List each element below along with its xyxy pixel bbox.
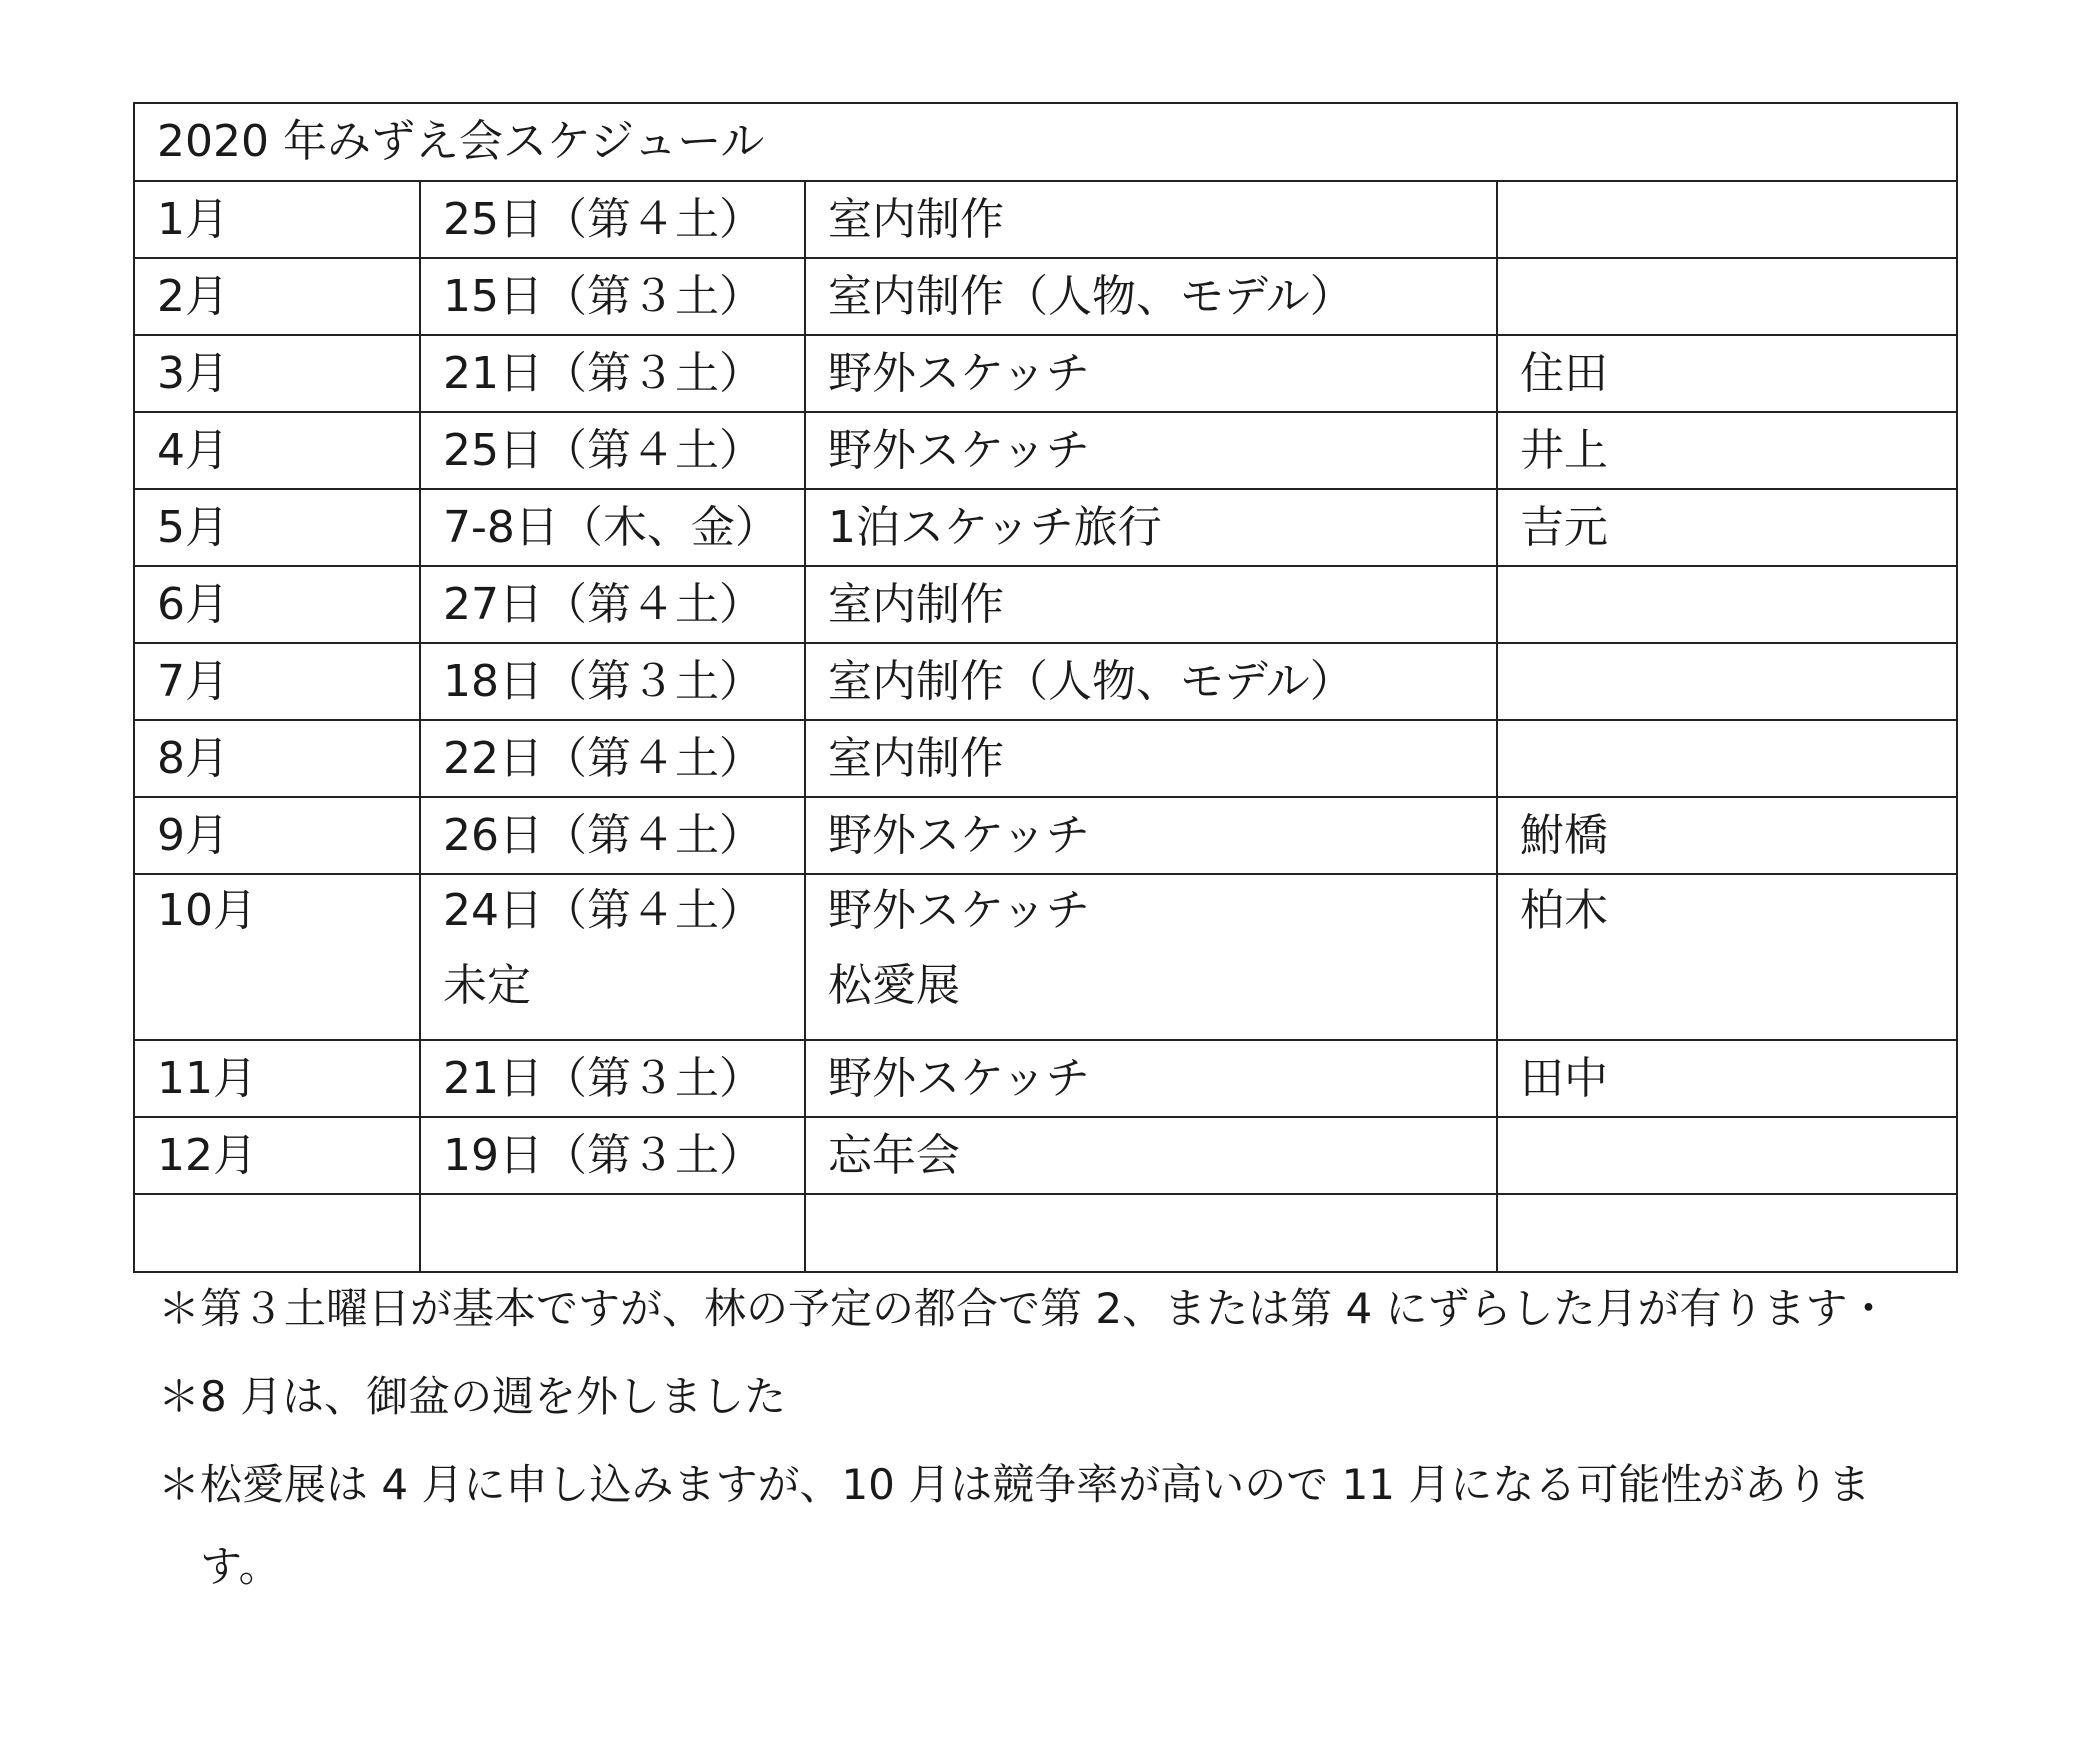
date-cell: 21日（第３土） xyxy=(420,335,805,412)
activity-cell: 1泊スケッチ旅行 xyxy=(805,489,1497,566)
table-row xyxy=(134,335,1957,412)
month-cell: 5月 xyxy=(134,489,420,566)
person-cell: 吉元 xyxy=(1497,489,1957,566)
person-cell xyxy=(1497,643,1957,720)
month-cell: 6月 xyxy=(134,566,420,643)
person-cell xyxy=(1497,874,1957,1040)
date-cell: 25日（第４土） xyxy=(420,181,805,258)
activity-cell: 忘年会 xyxy=(805,1117,1497,1194)
activity-cell: 野外スケッチ xyxy=(805,335,1497,412)
person-cell xyxy=(1497,181,1957,258)
table-row xyxy=(134,797,1957,874)
note-text: 第３土曜日が基本ですが、林の予定の都合で第 2、または第 4 にずらした月が有ります・ xyxy=(200,1284,1890,1333)
notes-section xyxy=(158,1268,1938,1614)
date-cell: 27日（第４土） xyxy=(420,566,805,643)
table-row xyxy=(134,566,1957,643)
table-row xyxy=(134,1040,1957,1117)
empty-cell xyxy=(134,1194,420,1272)
person-cell: 井上 xyxy=(1497,412,1957,489)
table-row xyxy=(134,720,1957,797)
table-row xyxy=(134,258,1957,335)
person-cell: 鮒橋 xyxy=(1497,797,1957,874)
date-cell: 22日（第４土） xyxy=(420,720,805,797)
person-cell: 田中 xyxy=(1497,1040,1957,1117)
month-cell: 2月 xyxy=(134,258,420,335)
month-cell: 9月 xyxy=(134,797,420,874)
asterisk-mark: ＊ xyxy=(158,1460,201,1509)
table-row-empty xyxy=(134,1194,1957,1272)
activity-cell: 室内制作（人物、モデル） xyxy=(805,258,1497,335)
month-cell: 4月 xyxy=(134,412,420,489)
table-title-row xyxy=(134,103,1957,181)
table-row-october xyxy=(134,874,1957,1040)
table-row xyxy=(134,489,1957,566)
month-cell xyxy=(134,874,420,1040)
note-text: 8 月は、御盆の週を外しました xyxy=(200,1372,787,1421)
month-cell: 7月 xyxy=(134,643,420,720)
month-cell: 12月 xyxy=(134,1117,420,1194)
month-cell: 8月 xyxy=(134,720,420,797)
date-cell: 7-8日（木、金） xyxy=(420,489,805,566)
person-cell xyxy=(1497,566,1957,643)
person-cell: 住田 xyxy=(1497,335,1957,412)
person-cell xyxy=(1497,720,1957,797)
month-cell: 3月 xyxy=(134,335,420,412)
activity-cell: 野外スケッチ xyxy=(805,797,1497,874)
person-label: 柏木 xyxy=(1520,885,1608,936)
table-row xyxy=(134,643,1957,720)
asterisk-mark: ＊ xyxy=(158,1372,201,1421)
date-cell: 25日（第４土） xyxy=(420,412,805,489)
activity-cell: 野外スケッチ xyxy=(805,412,1497,489)
month-cell: 1月 xyxy=(134,181,420,258)
activity-cell xyxy=(805,874,1497,1040)
note-item xyxy=(158,1268,1938,1350)
activity-cell: 室内制作（人物、モデル） xyxy=(805,643,1497,720)
date-cell: 26日（第４土） xyxy=(420,797,805,874)
activity-cell: 室内制作 xyxy=(805,720,1497,797)
activity-cell: 野外スケッチ xyxy=(805,1040,1497,1117)
activity-line-1: 野外スケッチ xyxy=(828,885,1090,936)
activity-cell: 室内制作 xyxy=(805,566,1497,643)
schedule-table xyxy=(133,102,1958,1273)
person-cell xyxy=(1497,1117,1957,1194)
empty-cell xyxy=(420,1194,805,1272)
date-cell: 21日（第３土） xyxy=(420,1040,805,1117)
activity-cell: 室内制作 xyxy=(805,181,1497,258)
date-cell: 19日（第３土） xyxy=(420,1117,805,1194)
month-cell: 11月 xyxy=(134,1040,420,1117)
person-cell xyxy=(1497,258,1957,335)
empty-cell xyxy=(805,1194,1497,1272)
table-row xyxy=(134,1117,1957,1194)
asterisk-mark: ＊ xyxy=(158,1284,201,1333)
note-text: 松愛展は 4 月に申し込みますが、10 月は競争率が高いので 11 月になる可能性があります。 xyxy=(200,1460,1871,1591)
note-item xyxy=(158,1444,1938,1608)
date-cell: 18日（第３土） xyxy=(420,643,805,720)
table-title: 2020 年みずえ会スケジュール xyxy=(134,103,1957,181)
activity-line-2: 松愛展 xyxy=(828,960,960,1011)
month-label: 10月 xyxy=(157,885,257,936)
date-line-1: 24日（第４土） xyxy=(443,885,763,936)
date-cell: 15日（第３土） xyxy=(420,258,805,335)
date-cell xyxy=(420,874,805,1040)
date-line-2: 未定 xyxy=(443,960,531,1011)
table-row xyxy=(134,412,1957,489)
note-item xyxy=(158,1356,1938,1438)
empty-cell xyxy=(1497,1194,1957,1272)
table-row xyxy=(134,181,1957,258)
